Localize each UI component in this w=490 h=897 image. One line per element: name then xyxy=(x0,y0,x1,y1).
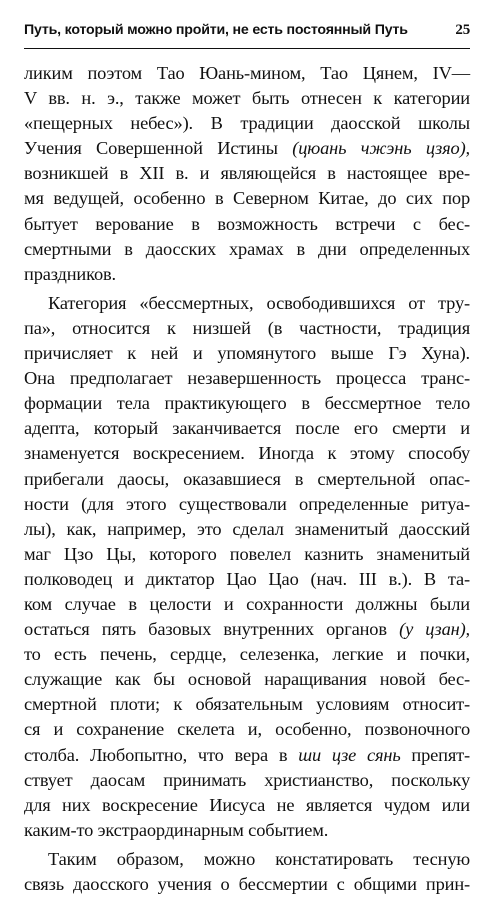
text-run: для них воскресение Иисуса не является чудом или xyxy=(24,794,470,815)
text-run: адепта, который заканчивается после его смерти и xyxy=(24,418,470,439)
italic-term: (цюань чжэнь цзяо), xyxy=(292,138,470,159)
paragraph xyxy=(24,847,470,897)
text-run: возникшей в XII в. и являющейся в настоящее вре- xyxy=(24,163,470,184)
text-line xyxy=(24,567,470,592)
text-run: мя ведущей, особенно в Северном Китае, до сих пор xyxy=(24,188,470,209)
text-line xyxy=(24,517,470,542)
text-line xyxy=(24,366,470,391)
text-run: ности (для этого существовали определенные ритуа- xyxy=(24,493,470,514)
text-run: смертной плоти; к обязательным условиям относит- xyxy=(24,694,470,715)
text-line xyxy=(24,391,470,416)
text-line xyxy=(24,818,470,843)
italic-term: (у цзан), xyxy=(399,619,471,640)
text-run: V вв. н. э., также может быть отнесен к категории xyxy=(24,88,470,109)
text-line xyxy=(24,492,470,517)
text-run: ствует даосам принимать христианство, поскольку xyxy=(24,769,470,790)
text-run: знаменуется воскресением. Иногда к этому способу xyxy=(24,443,470,464)
text-run: то есть печень, сердце, селезенка, легкие и почки, xyxy=(24,644,470,665)
text-line xyxy=(24,592,470,617)
text-line xyxy=(24,542,470,567)
text-run: Категория «бессмертных, освободившихся от тру- xyxy=(48,292,470,313)
text-line xyxy=(24,86,470,111)
text-run: маг Цзо Цы, которого повелел казнить знаменитый xyxy=(24,543,470,564)
text-line xyxy=(24,667,470,692)
text-line xyxy=(24,316,470,341)
text-line xyxy=(24,743,470,768)
text-run: смертными в даосских храмах в дни определенных xyxy=(24,238,470,259)
text-run: столба. Любопытно, что вера в xyxy=(24,744,299,765)
text-line xyxy=(24,61,470,86)
text-run: праздников. xyxy=(24,263,116,284)
text-run: остаться пять базовых внутренних органов xyxy=(24,619,400,640)
text-run: ся и сохранение скелета и, особенно, позвоночного xyxy=(24,719,470,740)
text-run: ликим поэтом Тао Юань-мином, Тао Цянем, IV— xyxy=(24,63,470,83)
book-page xyxy=(24,22,470,897)
text-run: бытует верование в возможность встречи с бес- xyxy=(24,213,470,234)
text-line xyxy=(24,237,470,262)
text-line xyxy=(24,111,470,136)
text-run: связь даосского учения о бессмертии с общими прин- xyxy=(24,874,470,894)
text-line xyxy=(24,617,470,642)
text-run: причисляет к ней и упомянутого выше Гэ Хуна). xyxy=(24,343,470,364)
running-head xyxy=(24,22,470,49)
paragraph xyxy=(24,291,470,843)
text-run: полководец и диктатор Цао Цао (нач. III в.). В та- xyxy=(24,568,470,589)
text-line xyxy=(24,136,470,161)
text-line xyxy=(24,441,470,466)
text-run: «пещерных небес»). В традиции даосской школы xyxy=(24,113,470,134)
text-run: Учения Совершенной Истины xyxy=(24,138,293,159)
text-run: лы), как, например, это сделал знаменитый даосский xyxy=(24,518,470,539)
running-head-title: Путь, который можно пройти, не есть постоянный Путь xyxy=(24,22,408,38)
body-text xyxy=(24,61,470,897)
text-line xyxy=(24,262,470,287)
text-run: Таким образом, можно констатировать тесную xyxy=(48,848,470,869)
text-line xyxy=(24,291,470,316)
text-run: препят- xyxy=(400,744,470,765)
text-line xyxy=(24,467,470,492)
italic-term: ши цзе сянь xyxy=(298,744,401,765)
text-line xyxy=(24,872,470,897)
page-number: 25 xyxy=(455,22,470,38)
text-run: служащие как бы основой наращивания новой бес- xyxy=(24,669,470,690)
text-line xyxy=(24,793,470,818)
text-line xyxy=(24,186,470,211)
text-line xyxy=(24,212,470,237)
text-line xyxy=(24,161,470,186)
text-run: формации тела практикующего в бессмертное тело xyxy=(24,393,470,414)
text-run: Она предполагает незавершенность процесса транс- xyxy=(24,368,470,389)
text-line xyxy=(24,768,470,793)
text-line xyxy=(24,692,470,717)
paragraph xyxy=(24,61,470,287)
text-run: прибегали даосы, оказавшиеся в смертельной опас- xyxy=(24,468,470,489)
text-line xyxy=(24,341,470,366)
text-line xyxy=(24,642,470,667)
text-line xyxy=(24,717,470,742)
text-run: каким-то экстраординарным событием. xyxy=(24,819,329,840)
text-run: па», относится к низшей (в частности, традиция xyxy=(24,317,470,338)
text-run: ком случае в целости и сохранности должны были xyxy=(24,593,470,614)
text-line xyxy=(24,847,470,872)
text-line xyxy=(24,416,470,441)
